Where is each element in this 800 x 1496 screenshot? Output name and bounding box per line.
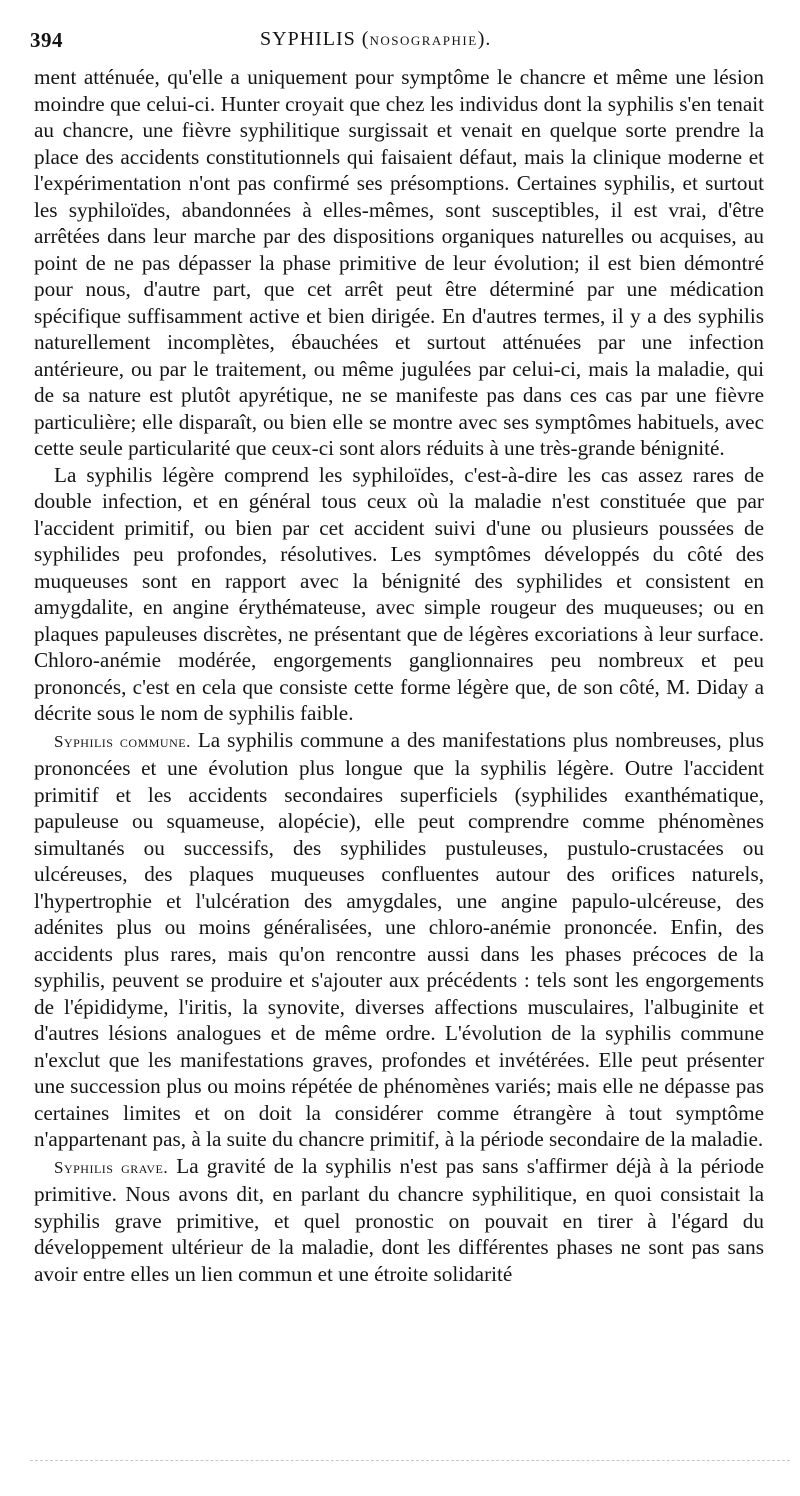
footer-rule: [30, 1460, 790, 1461]
page-number: 394: [30, 28, 63, 52]
paragraph: [34, 64, 764, 462]
body-text: [34, 64, 764, 1287]
paragraph-text: La syphilis légère comprend les syphiloïdes, c'est-à-dire les cas assez rares de double infection, et en général tous ceux où la maladie n'est constituée que par l'accident primitif, ou bien par cet accident suivi d'une ou plusieurs poussées de syphilides peu profondes, résolutives. Les symptômes développés du côté des muqueuses sont en rapport avec la bénignité des syphilides et consistent en amygdalite, en angine érythémateuse, avec simple rougeur des muqueuses; ou en plaques papuleuses discrètes, ne présentant que de légères excoriations à leur surface. Chloro-anémie modérée, engorgements ganglionnaires peu nombreux et peu prononcés, c'est en cela que consiste cette forme légère que, de son côté, M. Diday a décrite sous le nom de syphilis faible.: [34, 462, 764, 725]
running-head-subtitle: NOSOGRAPHIE: [369, 33, 478, 48]
paragraph-text: ment atténuée, qu'elle a uniquement pour symptôme le chancre et même une lésion moindre que celui-ci. Hunter croyait que chez les individus dont la syphilis s'en tenait au chancre, une fièvre syphilitique surgissait et venait en quelque sorte prendre la place des accidents constitutionnels qui faisaient défaut, mais la clinique moderne et l'expérimentation n'ont pas confirmé ses présomptions. Certaines syphilis, et surtout les syphiloïdes, abandonnées à elles-mêmes, sont susceptibles, il est vrai, d'être arrêtées dans leur marche par des dispositions organiques naturelles ou acquises, au point de ne pas dépasser la phase primitive de leur évolution; il est bien démontré pour nous, d'autre part, que cet arrêt peut être déterminé par une médication spécifique suffisamment active et bien dirigée. En d'autres termes, il y a des syphilis naturellement incomplètes, ébauchées et surtout atténuées par une infection antérieure, ou par le traitement, ou même jugulées par celui-ci, mais la maladie, qui de sa nature est plutôt apyrétique, ne se manifeste pas dans ces cas par une fièvre particulière; elle disparaît, ou bien elle se montre avec ses symptômes habituels, avec cette seule particularité que ceux-ci sont alors réduits à une très-grande bénignité.: [34, 65, 764, 460]
paragraph-text: La gravité de la syphilis n'est pas sans s'affirmer déjà à la période primitive. Nous avons dit, en parlant du chancre syphilitique, en quoi consistait la syphilis grave primitive, et quel pronostic on pouvait en tirer à l'égard du développement ultérieur de la maladie, dont les différentes phases ne sont pas sans avoir entre elles un lien commun et une étroite solidarité: [34, 1153, 764, 1286]
paragraph: [34, 462, 764, 727]
paragraph: [34, 727, 764, 1153]
paragraph-lead: Syphilis commune.: [54, 731, 191, 751]
paragraph-lead: Syphilis grave.: [54, 1157, 169, 1177]
paragraph: [34, 1153, 764, 1288]
running-head: [260, 28, 491, 51]
running-head-title: SYPHILIS (: [260, 28, 370, 50]
running-head-close: ).: [477, 28, 492, 50]
page-header: [30, 28, 790, 54]
paragraph-text: La syphilis commune a des manifestations plus nombreuses, plus prononcées et une évolution plus longue que la syphilis légère. Outre l'accident primitif et les accidents secondaires superficiels (syphilides exanthématique, papuleuse ou squameuse, alopécie), elle peut comprendre comme phénomènes simultanés ou successifs, des syphilides pustuleuses, pustulo-crustacées ou ulcéreuses, des plaques muqueuses confluentes autour des orifices naturels, l'hypertrophie et l'ulcération des amygdales, une angine papulo-ulcéreuse, des adénites plus ou moins généralisées, une chloro-anémie prononcée. Enfin, des accidents plus rares, mais qu'on rencontre aussi dans les phases précoces de la syphilis, peuvent se produire et s'ajouter aux précédents : tels sont les engorgements de l'épididyme, l'iritis, la synovite, diverses affections musculaires, l'albuginite et d'autres lésions analogues et de même ordre. L'évolution de la syphilis commune n'exclut que les manifestations graves, profondes et invétérées. Elle peut présenter une succession plus ou moins répétée de phénomènes variés; mais elle ne dépasse pas certaines limites et on doit la considérer comme étrangère à tout symptôme n'appartenant pas, à la suite du chancre primitif, à la période secondaire de la maladie.: [34, 727, 765, 1151]
